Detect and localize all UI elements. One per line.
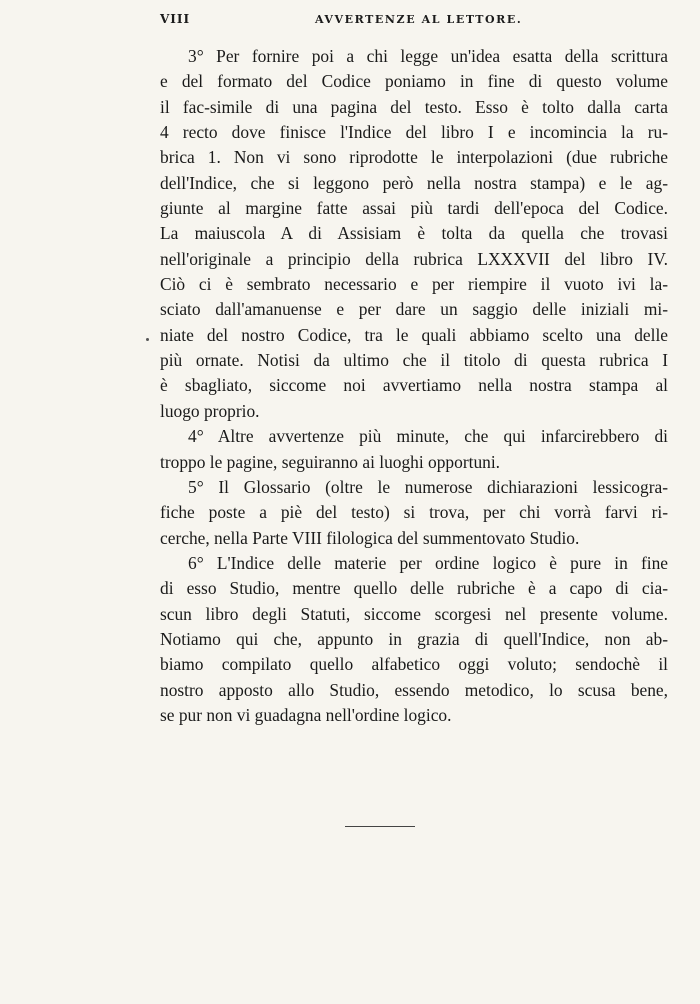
end-rule: [345, 826, 415, 827]
text-line: luogo proprio.: [160, 400, 260, 421]
text-line: Notiamo qui che, appunto in grazia di quell'Indice, non ab-: [160, 628, 668, 649]
text-line: cerche, nella Parte VIII filologica del summentovato Studio.: [160, 527, 580, 548]
paragraph-6: [160, 551, 668, 728]
text-line: Ciò ci è sembrato necessario e per riempire il vuoto ivi la-: [160, 274, 668, 295]
paragraph-5: [160, 475, 668, 551]
ink-speck: [146, 338, 149, 341]
text-line: 3° Per fornire poi a chi legge un'idea esatta della scrittura: [188, 46, 668, 66]
text-line: se pur non vi guadagna nell'ordine logico.: [160, 704, 452, 725]
text-line: più ornate. Notisi da ultimo che il titolo di questa rubrica I: [160, 350, 668, 371]
running-title: AVVERTENZE AL LETTORE.: [315, 13, 523, 26]
text-line: troppo le pagine, seguiranno ai luoghi opportuni.: [160, 451, 501, 472]
page-header: [160, 12, 670, 32]
text-line: fiche poste a piè del testo) si trova, per chi vorrà farvi ri-: [160, 502, 668, 523]
body-text: [160, 44, 668, 728]
text-line: brica 1. Non vi sono riprodotte le interpolazioni (due rubriche: [160, 147, 668, 168]
text-line: scun libro degli Statuti, siccome scorgesi nel presente volume.: [160, 603, 668, 624]
text-line: è sbagliato, siccome noi avvertiamo nella nostra stampa al: [160, 375, 668, 396]
text-line: niate del nostro Codice, tra le quali abbiamo scelto una delle: [160, 324, 668, 345]
text-line: e del formato del Codice poniamo in fine di questo volume: [160, 71, 668, 92]
text-line: 6° L'Indice delle materie per ordine logico è pure in fine: [188, 552, 668, 573]
text-line: 4° Altre avvertenze più minute, che qui infarcirebbero di: [188, 426, 668, 447]
text-line: La maiuscola A di Assisiam è tolta da quella che trovasi: [160, 223, 668, 244]
paragraph-4: [160, 424, 668, 475]
text-line: sciato dall'amanuense e per dare un saggio delle iniziali mi-: [160, 299, 668, 320]
text-line: 4 recto dove finisce l'Indice del libro I e incomincia la ru-: [160, 122, 668, 143]
text-line: giunte al margine fatte assai più tardi dell'epoca del Codice.: [160, 198, 668, 219]
text-line: nell'originale a principio della rubrica LXXXVII del libro IV.: [160, 248, 668, 269]
text-line: nostro apposto allo Studio, essendo metodico, lo scusa bene,: [160, 679, 668, 700]
text-line: il fac-simile di una pagina del testo. Esso è tolto dalla carta: [160, 96, 668, 117]
text-line: biamo compilato quello alfabetico oggi voluto; sendochè il: [160, 654, 668, 675]
text-line: 5° Il Glossario (oltre le numerose dichiarazioni lessicogra-: [188, 476, 668, 497]
page-number: VIII: [160, 12, 191, 26]
text-line: dell'Indice, che si leggono però nella nostra stampa) e le ag-: [160, 172, 668, 193]
text-line: di esso Studio, mentre quello delle rubriche è a capo di cia-: [160, 578, 668, 599]
paragraph-3: [160, 44, 668, 424]
